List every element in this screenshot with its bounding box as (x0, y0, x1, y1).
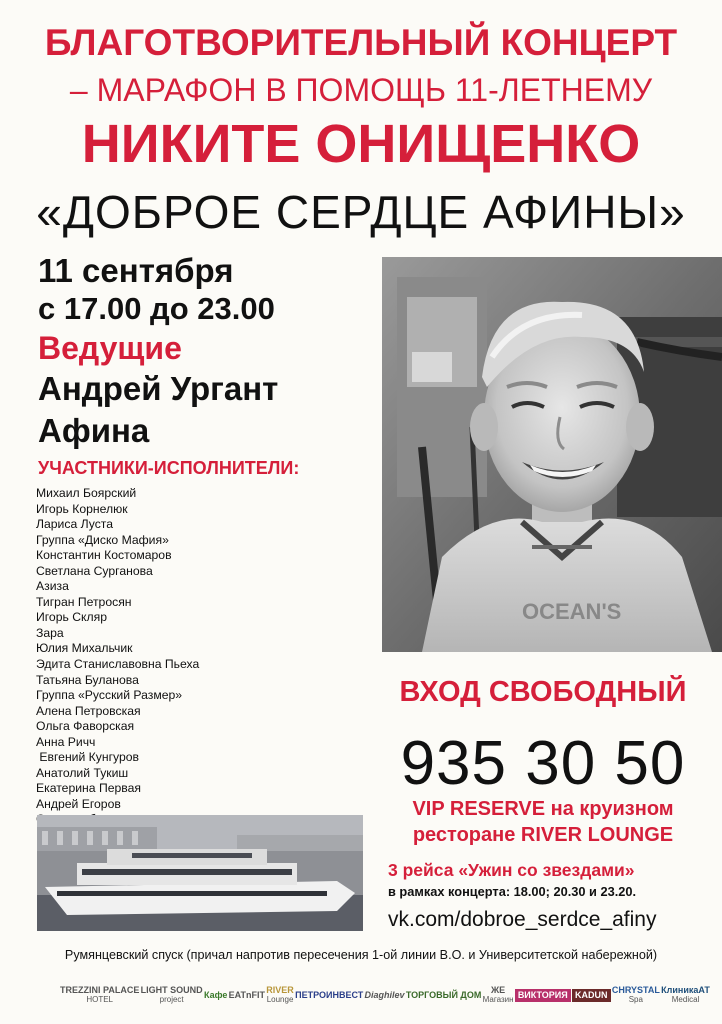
participants-heading: УЧАСТНИКИ-ИСПОЛНИТЕЛИ: (38, 458, 300, 478)
hosts-heading: Ведущие (38, 330, 182, 366)
ship-photo (37, 815, 363, 931)
sponsor-logo (365, 991, 405, 1000)
sponsor-logo (406, 991, 481, 1000)
list-item: Группа «Русский Размер» (36, 688, 183, 703)
headline-subtitle: «ДОБРОЕ СЕРДЦЕ АФИНЫ» (36, 186, 686, 238)
list-item: Зара (36, 625, 64, 640)
sponsor-name: TREZZINI PALACE (60, 985, 140, 995)
sponsor-name: КлиникаАТ (661, 985, 710, 995)
sponsor-logo (229, 991, 265, 1000)
list-item: Екатерина Первая (36, 781, 141, 796)
sponsor-sub: Магазин (482, 995, 514, 1004)
list-item: Константин Костомаров (36, 548, 172, 563)
sponsor-logo (612, 986, 660, 1004)
sponsor-name: LIGHT SOUND (140, 985, 203, 995)
sponsor-logo (141, 986, 203, 1004)
sponsor-name: Diaghilev (364, 989, 405, 1000)
phone-number[interactable]: 935 30 50 (400, 729, 686, 798)
free-entry-label: ВХОД СВОБОДНЫЙ (399, 676, 687, 708)
vip-reserve-line-2: ресторане RIVER LOUNGE (412, 824, 674, 846)
sponsor-name: ТОРГОВЫЙ ДОМ (405, 989, 482, 1000)
sponsor-logo (266, 986, 294, 1004)
sponsor-sub: Spa (628, 995, 643, 1004)
headline-charity-concert: БЛАГОТВОРИТЕЛЬНЫЙ КОНЦЕРТ (44, 22, 678, 63)
event-date: 11 сентября (38, 252, 234, 289)
list-item: Юлия Михальчик (36, 641, 133, 656)
list-item: Лариса Луста (36, 517, 114, 532)
sponsor-logo (661, 986, 710, 1004)
boy-photo (382, 257, 722, 652)
venue-address: Румянцевский спуск (причал напротив пересечения 1-ой линии В.О. и Университетской набережной) (64, 948, 658, 962)
sponsor-sub: HOTEL (86, 995, 113, 1004)
shirt-print: OCEAN'S (522, 599, 622, 624)
sponsor-logo (204, 991, 227, 1000)
vk-link[interactable]: vk.com/dobroe_serdce_afiny (388, 908, 657, 931)
host-name-1: Андрей Ургант (38, 370, 279, 407)
list-item: Евгений Кунгуров (36, 750, 140, 765)
sponsor-name: Кафе (203, 989, 228, 1000)
list-item: Татьяна Буланова (36, 672, 139, 687)
list-item: Анна Ричч (36, 734, 96, 749)
sponsor-logo (515, 989, 571, 1002)
sponsor-name: CHRYSTAL (611, 985, 660, 995)
list-item: Анатолий Тукиш (36, 765, 129, 780)
sponsor-logo (572, 989, 611, 1002)
sponsor-logo (295, 991, 363, 1000)
sponsor-name: RIVER (266, 985, 294, 995)
headline-name: НИКИТЕ ОНИЩЕНКО (81, 114, 641, 174)
trips-times: в рамках концерта: 18.00; 20.30 и 23.20. (388, 884, 637, 899)
event-time: с 17.00 до 23.00 (38, 291, 275, 326)
sponsor-sub: Lounge (266, 995, 294, 1004)
list-item: Ольга Фаворская (36, 719, 135, 734)
sponsor-name: ЖЕ (491, 985, 506, 995)
sponsor-name: EATnFIT (228, 989, 265, 1000)
list-item: Светлана Сурганова (36, 563, 153, 578)
sponsor-name: ВИКТОРИЯ (517, 989, 568, 1000)
list-item: Тигран Петросян (36, 594, 132, 609)
host-name-2: Афина (38, 412, 150, 449)
sponsor-sub: Medical (671, 995, 700, 1004)
headline-marathon: – МАРАФОН В ПОМОЩЬ 11-ЛЕТНЕМУ (69, 72, 653, 108)
list-item: Игорь Скляр (36, 610, 107, 625)
sponsor-sub: project (159, 995, 184, 1004)
list-item: Михаил Боярский (36, 486, 137, 500)
list-item: Группа «Диско Мафия» (36, 532, 169, 547)
participants-list (36, 486, 239, 844)
list-item: Эдита Станиславовна Пьеха (36, 657, 200, 672)
list-item: Азиза (36, 579, 69, 594)
sponsor-name: ПЕТРОИНВЕСТ (295, 989, 364, 1000)
list-item: Андрей Егоров (36, 796, 121, 811)
sponsor-logo (60, 986, 139, 1004)
list-item: Игорь Корнелюк (36, 501, 128, 516)
sponsor-logo (483, 986, 514, 1004)
list-item: Алена Петровская (36, 703, 141, 718)
sponsor-name: KADUN (575, 989, 608, 1000)
sponsor-logos (60, 975, 710, 1015)
vip-reserve-line-1: VIP RESERVE на круизном (412, 798, 674, 820)
trips-heading: 3 рейса «Ужин со звездами» (388, 860, 635, 880)
